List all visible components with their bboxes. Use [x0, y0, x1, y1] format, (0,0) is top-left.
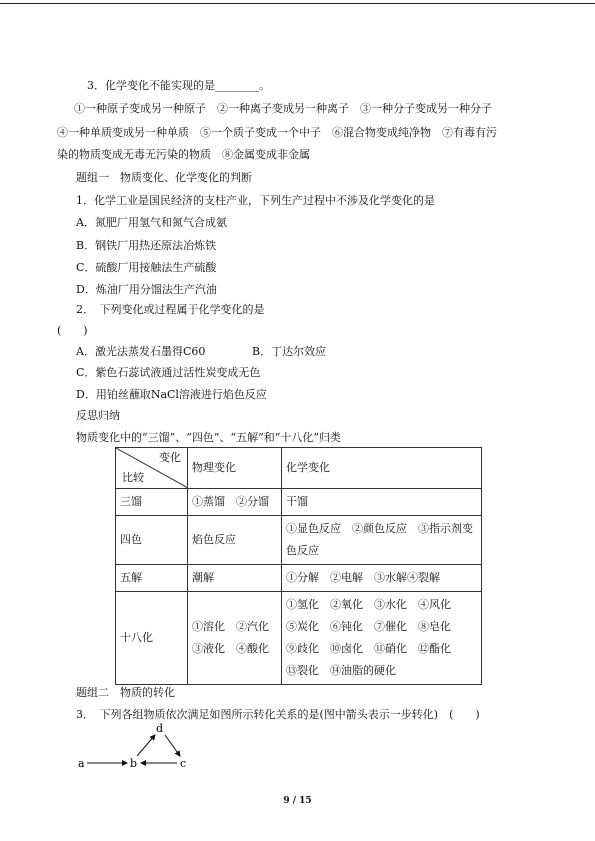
g1-q2-option-a: A．激光法蒸发石墨得C60 — [76, 345, 206, 358]
g1-q1-option-c: C．硫酸厂用接触法生产硫酸 — [76, 261, 217, 274]
chemical-line: ①氢化 ②氧化 ③水化 ④风化 — [286, 598, 451, 611]
node-d: d — [156, 722, 164, 735]
q3-options-line2: ④一种单质变成另一种单质 ⑤一个质子变成一个中子 ⑥混合物变成纯净物 ⑦有毒有污 — [57, 126, 497, 139]
g1-q1-option-d: D．炼油厂用分馏法生产汽油 — [76, 283, 217, 296]
group2-title: 题组二 物质的转化 — [76, 686, 175, 699]
g1-q1-stem: 1．化学工业是国民经济的支柱产业，下列生产过程中不涉及化学变化的是 — [76, 194, 435, 207]
table-row — [116, 516, 482, 565]
g1-q2-stem: 2． 下列变化或过程属于化学变化的是 — [76, 303, 265, 316]
header-change-label: 变化 — [159, 451, 181, 464]
chemical-line: ⑬裂化 ⑭油脂的硬化 — [286, 664, 396, 677]
g1-q2-option-d: D．用铂丝蘸取NaCl溶液进行焰色反应 — [76, 388, 267, 401]
row-chemical: ①分解 ②电解 ③水解④裂解 — [282, 565, 482, 592]
chemical-line: ⑤炭化 ⑥钝化 ⑦催化 ⑧皂化 — [286, 620, 451, 633]
row-name: 三馏 — [116, 489, 188, 516]
row-name: 十八化 — [116, 592, 188, 685]
g1-q2-paren: ( ) — [57, 324, 88, 337]
header-compare-label: 比较 — [122, 471, 144, 484]
group1-title: 题组一 物质变化、化学变化的判断 — [76, 171, 252, 184]
physical-line: ①溶化 ②汽化 — [192, 620, 269, 633]
g2-q3-stem: 3． 下列各组物质依次满足如图所示转化关系的是(图中箭头表示一步转化) ( ) — [76, 708, 480, 721]
row-physical: ①蒸馏 ②分馏 — [188, 489, 282, 516]
table-header-row — [116, 448, 482, 489]
row-physical: 潮解 — [188, 565, 282, 592]
chemical-line: ⑨歧化 ⑩卤化 ⑪硝化 ⑫酯化 — [286, 642, 451, 655]
row-name: 四色 — [116, 516, 188, 565]
node-c: c — [180, 757, 187, 770]
q3-options-line1: ①一种原子变成另一种原子 ②一种离子变成另一种离子 ③一种分子变成另一种分子 — [74, 102, 492, 115]
change-classification-table — [115, 447, 482, 685]
node-b: b — [130, 757, 138, 770]
table-row — [116, 565, 482, 592]
header-chemical: 化学变化 — [282, 448, 482, 489]
node-a: a — [78, 757, 85, 770]
conversion-diagram — [75, 722, 200, 772]
g1-q1-option-b: B．钢铁厂用热还原法冶炼铁 — [76, 239, 217, 252]
table-row — [116, 592, 482, 685]
q3-stem: 3．化学变化不能实现的是________。 — [87, 79, 270, 92]
arrow-b-to-d — [137, 735, 155, 756]
arrow-d-to-c — [165, 735, 180, 756]
q3-options-line3: 染的物质变成无毒无污染的物质 ⑧金属变成非金属 — [57, 148, 310, 161]
physical-line: ③液化 ④酸化 — [192, 642, 269, 655]
row-chemical: 干馏 — [282, 489, 482, 516]
header-rule — [0, 3, 595, 4]
g1-q2-option-b: B．丁达尔效应 — [252, 345, 327, 358]
row-chemical — [282, 592, 482, 685]
page-number: 9 / 15 — [283, 796, 312, 806]
reflect-subtitle: 物质变化中的“三馏”、“四色”、“五解”和“十八化”归类 — [76, 431, 341, 444]
row-name: 五解 — [116, 565, 188, 592]
row-chemical: ①显色反应 ②颜色反应 ③指示剂变色反应 — [282, 516, 482, 565]
reflect-title: 反思归纳 — [76, 409, 120, 422]
row-physical: 焰色反应 — [188, 516, 282, 565]
row-physical — [188, 592, 282, 685]
header-physical: 物理变化 — [188, 448, 282, 489]
header-diagonal-cell — [116, 448, 188, 489]
g1-q1-option-a: A．氮肥厂用氢气和氮气合成氨 — [76, 216, 227, 229]
table-row — [116, 489, 482, 516]
g1-q2-option-c: C．紫色石蕊试液通过活性炭变成无色 — [76, 366, 261, 379]
